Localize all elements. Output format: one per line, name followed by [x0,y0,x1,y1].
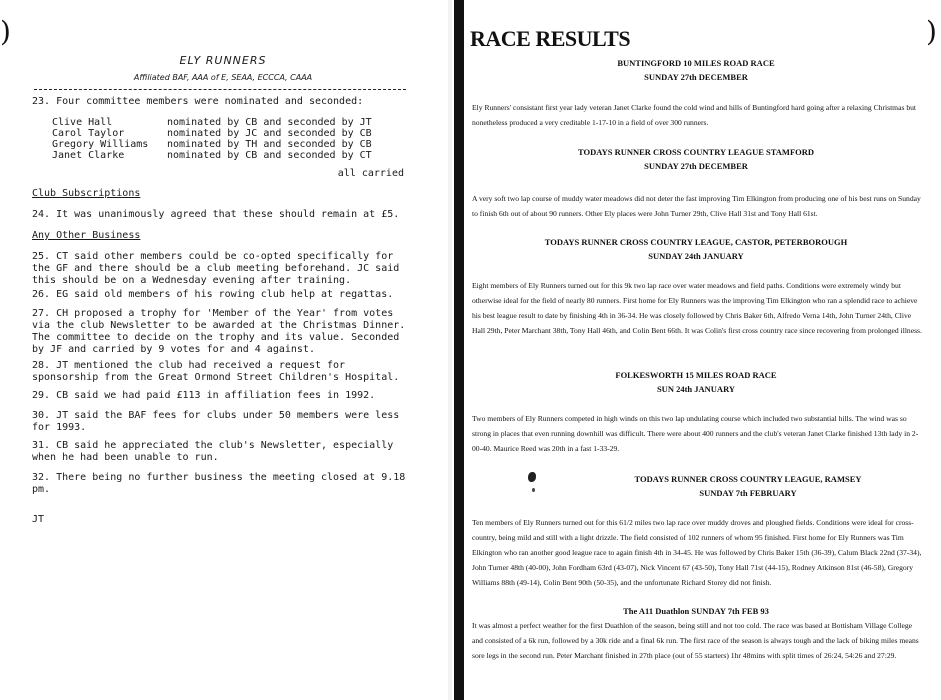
minute-item-23: 23. Four committee members were nominated and seconded: [32,96,364,107]
race-date: SUNDAY 27th DECEMBER [644,72,748,82]
nominee-name: Clive Hall [52,117,113,128]
race-date: SUNDAY 7th FEBRUARY [699,488,797,498]
right-page-race-results [466,0,926,700]
race-heading: BUNTINGFORD 10 MILES ROAD RACE [617,58,775,68]
nomination-detail: nominated by TH and seconded by CB [167,139,372,150]
minute-item-30: 30. JT said the BAF fees for clubs under 50 members were less for 1993. [32,410,400,433]
left-bracket-mark: ) [0,15,11,48]
race-results-title: RACE RESULTS [470,26,631,51]
right-bracket-mark: ) [926,15,937,48]
nominee-name: Janet Clarke [52,150,125,161]
page-spine [454,0,464,700]
minute-item-29: 29. CB said we had paid £113 in affiliation fees in 1992. [32,390,376,401]
nominee-name: Carol Taylor [52,128,125,139]
minute-item-24: 24. It was unanimously agreed that these should remain at £5. [32,209,400,220]
race-report: Ely Runners' consistant first year lady veteran Janet Clarke found the cold wind and hills of Buntingford hard going after a relaxing Christmas but nonetheless produced a very creditable 1-17-10 in a field of over 300 runners. [472,103,917,127]
left-page-minutes [28,0,418,700]
nomination-row [52,150,402,161]
minute-item-27: 27. CH proposed a trophy for 'Member of the Year' from votes via the club Newsletter to be awarded at the Christmas Dinner. The committee to decide on the trophy and its value. Seconded by JF and carried by 9 votes for and 4 against. [32,308,406,355]
ink-blot-mark [528,472,536,482]
nomination-detail: nominated by JC and seconded by CB [167,128,372,139]
club-subscriptions-heading: Club Subscriptions [32,188,141,199]
race-date: SUNDAY 24th JANUARY [648,251,744,261]
nominations-table [52,117,402,161]
minute-item-31: 31. CB said he appreciated the club's Newsletter, especially when he had been unable to run. [32,440,394,463]
minutes-signature: JT [32,514,45,525]
any-other-business-heading: Any Other Business [32,230,141,241]
race-heading: TODAYS RUNNER CROSS COUNTRY LEAGUE, RAMSEY [634,474,862,484]
race-heading: TODAYS RUNNER CROSS COUNTRY LEAGUE STAMFORD [577,147,815,157]
club-title: ELY RUNNERS [179,54,267,67]
nomination-row [52,117,402,128]
race-heading: TODAYS RUNNER CROSS COUNTRY LEAGUE, CASTOR, PETERBOROUGH [544,237,848,247]
nomination-row [52,139,402,150]
all-carried-note: all carried [337,168,404,179]
race-report: Ten members of Ely Runners turned out for this 61/2 miles two lap race over muddy droves and ploughed fields. Conditions were ideal for cross-country, being mild and still with a light drizzle. The field consisted of 102 runners of whom 95 finished. First home for Ely Runners was Tim Elkington who ran another good league race to again finish 4th in 34-45. He was followed by Chris Baker 15th (36-39), Calum Black 22nd (37-34), John Turner 48th (40-00), John Fordham 63rd (43-07), Nick Vincent 67 (43-50), Tony Hall 71st (44-15), Rodney Atkinson 81st (46-58), Gregory Williams 88th (49-14), Colin Bent 90th (50-35), and the unfortunate Richard Storey did not finish. [472,518,922,587]
nominee-name: Gregory Williams [52,139,149,150]
race-report: It was almost a perfect weather for the first Duathlon of the season, being still and not too cold. The race was based at Bottisham Village College and consisted of a 6k run, followed by a 30k ride and a final 6k run. The first race of the season is always tough and the lack of biking miles means sore legs in the second run. Peter Marchant finished in 27th place (out of 55 starters) 1hr 48mins with split times of 26:24, 54:26 and 27:29. [472,621,919,660]
race-date: SUNDAY 27th DECEMBER [644,161,748,171]
nomination-row [52,128,402,139]
ink-speck-mark [532,488,535,492]
header-divider [34,89,406,90]
race-report: A very soft two lap course of muddy water meadows did not deter the fast improving Tim Elkington from producing one of his best runs on Sunday to finish 6th out of about 90 runners. Other Ely places were John Turner 29th, Clive Hall 31st and Tony Hall 61st. [472,194,921,218]
race-heading: FOLKESWORTH 15 MILES ROAD RACE [615,370,777,380]
race-date: SUN 24th JANUARY [656,384,736,394]
club-affiliation: Affiliated BAF, AAA of E, SEAA, ECCCA, CAAA [133,73,313,82]
minute-item-26: 26. EG said old members of his rowing club help at regattas. [32,289,394,300]
minute-item-32: 32. There being no further business the meeting closed at 9.18 pm. [32,472,406,495]
race-heading: The A11 Duathlon SUNDAY 7th FEB 93 [623,606,769,616]
nomination-detail: nominated by CB and seconded by CT [167,150,372,161]
race-report: Eight members of Ely Runners turned out for this 9k two lap race over water meadows and field paths. Conditions were extremely windy but otherwise ideal for the field of nearly 80 runners. First home for Ely Runners was the improving Tim Elkington who ran a splendid race to achieve his best league result to date by finishing 4th in 36-34. He was closely followed by Chris Baker 6th, Alfredo Verna 14th, John Turner 24th, Clive Hall 29th, Peter Marchant 38th, Tony Hall 46th, and Colin Bent 66th. It was Colin's first cross country race since recovering from prolonged illness. [472,281,922,335]
minute-item-25: 25. CT said other members could be co-opted specifically for the GF and there should be a club meeting beforehand. JC said this should be on a Wednesday evening after training. [32,251,400,286]
nomination-detail: nominated by CB and seconded by JT [167,117,372,128]
race-report: Two members of Ely Runners competed in high winds on this two lap undulating course which included two substantial hills. The wind was so strong in places that even running downhill was difficult. There were about 400 runners and the club's veteran Janet Clarke finished 13th lady in 2-00-40. Maurice Reed was 20th in a fast 1-33-29. [472,414,919,453]
minute-item-28: 28. JT mentioned the club had received a request for sponsorship from the Great Ormond Street Children's Hospital. [32,360,400,383]
page-gutter-shadow [448,0,452,700]
